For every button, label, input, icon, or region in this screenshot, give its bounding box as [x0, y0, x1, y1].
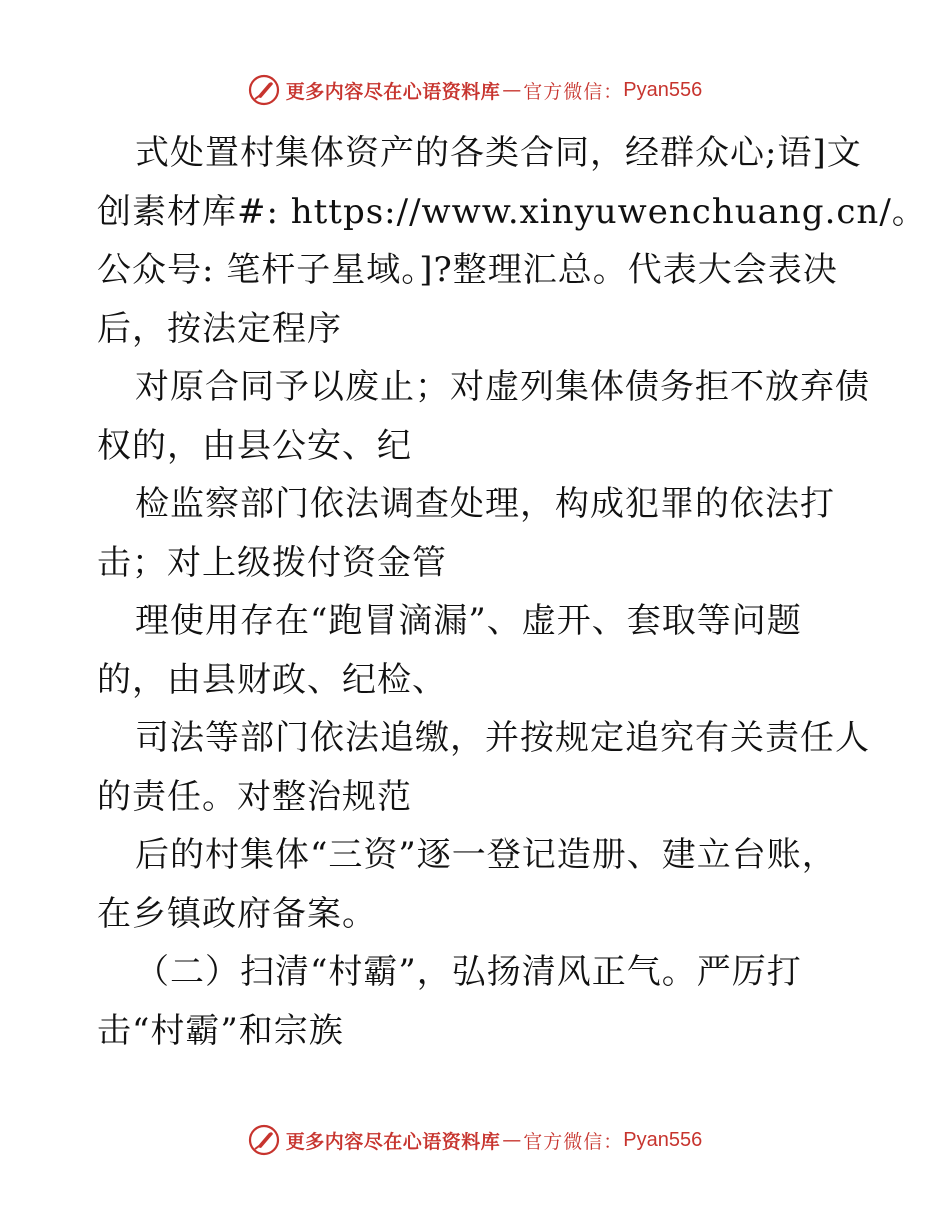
body-line: 的责任。对整治规范	[97, 776, 412, 817]
banner-separator: —	[502, 79, 522, 101]
banner-wechat-label: 官方微信：	[523, 80, 624, 103]
body-line: 击；对上级拨付资金管	[97, 542, 447, 583]
banner-main-text: 更多内容尽在心语资料库	[285, 80, 501, 103]
banner-wechat-label: 官方微信：	[523, 1130, 624, 1153]
banner-wechat-id: Pyan556	[623, 1128, 703, 1151]
quill-logo-icon	[248, 1124, 280, 1156]
body-line: 后的村集体“三资”逐一登记造册、建立台账，	[135, 835, 837, 875]
body-line: 检监察部门依法调查处理，构成犯罪的依法打	[135, 484, 835, 524]
body-line: 对原合同予以废止；对虚列集体债务拒不放弃债	[135, 367, 870, 407]
quill-logo-icon	[248, 74, 280, 106]
body-line: 司法等部门依法追缴，并按规定追究有关责任人	[135, 718, 870, 758]
body-line: 创素材库#: https://www.xinyuwenchuang.cn/。	[97, 191, 927, 232]
body-text	[97, 124, 927, 1060]
body-line: 理使用存在“跑冒滴漏”、虚开、套取等问题	[135, 601, 802, 641]
body-line: （二）扫清“村霸”，弘扬清风正气。严厉打	[135, 952, 802, 992]
body-line: 后，按法定程序	[97, 308, 342, 349]
footer-banner	[0, 1120, 950, 1160]
body-line: 公众号: 笔杆子星域。]?整理汇总。代表大会表决	[97, 250, 838, 290]
body-line: 击“村霸”和宗族	[97, 1010, 344, 1051]
banner-main-text: 更多内容尽在心语资料库	[285, 1130, 501, 1153]
body-line: 在乡镇政府备案。	[97, 893, 377, 934]
body-line: 的，由县财政、纪检、	[97, 659, 447, 700]
banner-separator: —	[502, 1129, 522, 1151]
banner-wechat-id: Pyan556	[623, 78, 703, 101]
header-banner	[0, 70, 950, 110]
body-line: 式处置村集体资产的各类合同，经群众心;语]文	[135, 133, 862, 173]
body-line: 权的，由县公安、纪	[97, 425, 412, 466]
